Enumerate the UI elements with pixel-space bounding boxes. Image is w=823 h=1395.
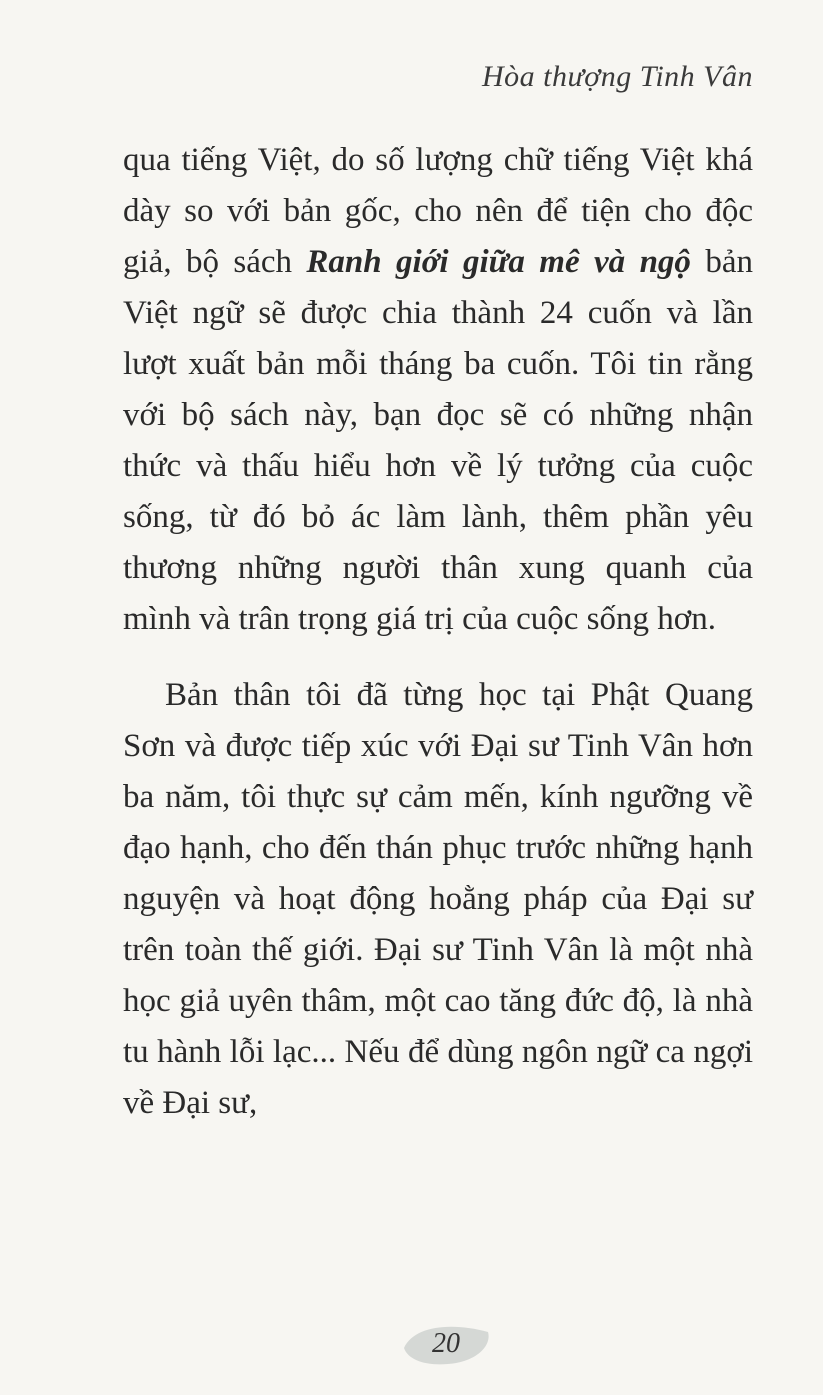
- paragraph-2: Bản thân tôi đã từng học tại Phật Quang Sơn và được tiếp xúc với Đại sư Tinh Vân hơn ba năm, tôi thực sự cảm mến, kính ngưỡng về đạo hạnh, cho đến thán phục trước những hạnh nguyện và hoạt động hoằng pháp của Đại sư trên toàn thế giới. Đại sư Tinh Vân là một nhà học giả uyên thâm, một cao tăng đức độ, là nhà tu hành lỗi lạc... Nếu để dùng ngôn ngữ ca ngợi về Đại sư,: [123, 677, 753, 1121]
- paragraph-1-text-a: qua tiếng Việt, do số lượng chữ tiếng Việt khá dày so với bản gốc, cho nên để tiện cho độc giả, bộ sách: [123, 142, 753, 280]
- paragraph-1-text-b: bản Việt ngữ sẽ được chia thành 24 cuốn và lần lượt xuất bản mỗi tháng ba cuốn. Tôi tin rằng với bộ sách này, bạn đọc sẽ có những nhận thức và thấu hiểu hơn về lý tưởng của cuộc sống, từ đó bỏ ác làm lành, thêm phần yêu thương những người thân xung quanh của mình và trân trọng giá trị của cuộc sống hơn.: [123, 244, 753, 637]
- running-header: Hòa thượng Tinh Vân: [481, 60, 753, 93]
- page-body: [123, 135, 753, 1129]
- page-number: 20: [432, 1328, 460, 1359]
- book-title: Ranh giới giữa mê và ngộ: [306, 244, 691, 280]
- paragraph-1: [123, 135, 753, 645]
- page-number-badge: [396, 1318, 496, 1370]
